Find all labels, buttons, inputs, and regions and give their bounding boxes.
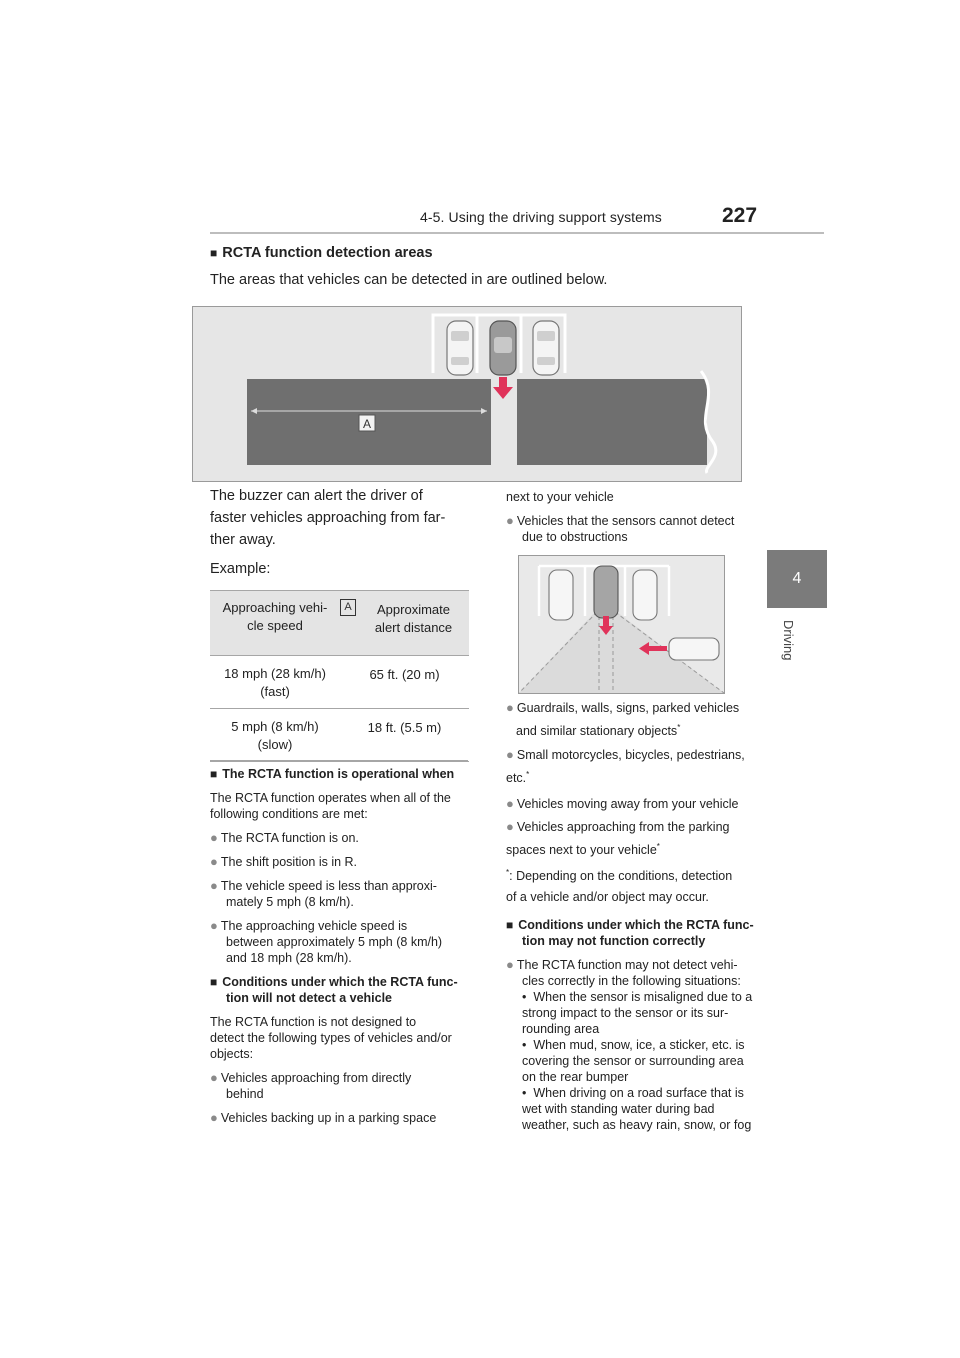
- list-item: ● Vehicles moving away from your vehicle: [506, 796, 739, 812]
- divider: [210, 760, 468, 761]
- badge-a: A: [340, 599, 356, 616]
- list-item: ● The approaching vehicle speed is between approximately 5 mph (8 km/h) and 18 mph (28 km/h).: [210, 918, 443, 965]
- example-label: Example:: [210, 561, 271, 577]
- list-item: ● Vehicles approaching from directly behind: [210, 1070, 412, 1101]
- alert-distance-table: [210, 590, 469, 762]
- nd-text: The RCTA function is not designed to detect the following types of vehicles and/or objects:: [210, 1015, 452, 1061]
- table-row: 5 mph (8 km/h) (slow) 18 ft. (5.5 m): [210, 709, 469, 762]
- list-item: ● The RCTA function is on.: [210, 830, 359, 845]
- list-item: ● The shift position is in R.: [210, 854, 358, 869]
- nc-heading: ■ Conditions under which the RCTA func- tion may not function correctly: [506, 917, 754, 948]
- chapter-label: Driving: [781, 620, 796, 661]
- intro-text: The areas that vehicles can be detected in are outlined below.: [210, 272, 608, 288]
- right-notes: [506, 698, 758, 1133]
- list-item: • When driving on a road surface that is wet with standing water during bad weather, such as heavy rain, snow, or fog: [522, 1085, 752, 1132]
- table-header-distance: A Approximate alert distance: [340, 591, 469, 656]
- op-text: The RCTA function operates when all of the following conditions are met:: [210, 791, 451, 821]
- list-item: ● Vehicles approaching from the parking spaces next to your vehicle*: [506, 819, 730, 858]
- footnote: *: Depending on the conditions, detection of a vehicle and/or object may occur.: [506, 868, 733, 904]
- chapter-tab: 4: [767, 550, 827, 608]
- page-number: 227: [722, 204, 758, 227]
- table-row: 18 mph (28 km/h) (fast) 65 ft. (20 m): [210, 656, 469, 709]
- list-item: • When mud, snow, ice, a sticker, etc. is covering the sensor or surrounding area on the rear bumper: [522, 1037, 745, 1084]
- list-item: ● The RCTA function may not detect vehi- cles correctly in the following situations:: [506, 956, 741, 988]
- detection-area-illustration: [193, 307, 741, 481]
- obstruction-illustration: [519, 556, 724, 693]
- list-item: ● Vehicles backing up in a parking space: [210, 1110, 437, 1125]
- list-item: ● The vehicle speed is less than approxi- mately 5 mph (8 km/h).: [210, 878, 437, 909]
- left-notes: [210, 766, 472, 1126]
- table-header-speed: Approaching vehi- cle speed: [210, 591, 340, 656]
- obstruction-figure: [518, 555, 725, 694]
- detection-area-figure: [192, 306, 742, 482]
- section-title: 4-5. Using the driving support systems: [420, 209, 662, 225]
- list-item: • When the sensor is misaligned due to a strong impact to the sensor or its sur- rounding area: [522, 989, 753, 1036]
- right-top-notes: next to your vehicle ● Vehicles that the sensors cannot detect due to obstructions: [506, 489, 756, 545]
- list-item: ● Small motorcycles, bicycles, pedestrians, etc.*: [506, 747, 745, 786]
- figure-label-a: A: [362, 417, 372, 431]
- header-rule: [210, 232, 824, 234]
- list-item: ● Vehicles that the sensors cannot detect due to obstructions: [506, 513, 735, 544]
- nd-heading: ■ Conditions under which the RCTA func- tion will not detect a vehicle: [210, 975, 458, 1005]
- op-heading: ■ The RCTA function is operational when: [210, 767, 455, 781]
- section-heading: ■ RCTA function detection areas: [210, 245, 433, 261]
- buzzer-text: The buzzer can alert the driver of faster vehicles approaching from far- ther away.: [210, 488, 446, 548]
- list-item: ● Guardrails, walls, signs, parked vehicles and similar stationary objects*: [506, 700, 740, 739]
